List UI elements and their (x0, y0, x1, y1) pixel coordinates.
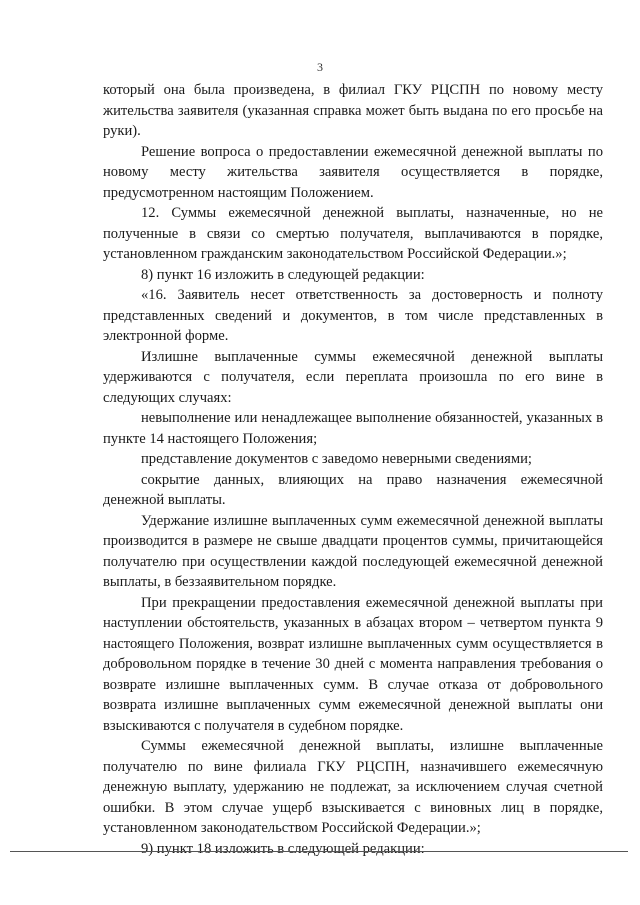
paragraph: сокрытие данных, влияющих на право назначения ежемесячной денежной выплаты. (103, 471, 603, 508)
paragraph: представление документов с заведомо неверными сведениями; (141, 451, 532, 467)
document-body (103, 80, 603, 859)
page-number: 3 (317, 60, 323, 74)
paragraph: Излишне выплаченные суммы ежемесячной денежной выплаты удерживаются с получателя, если переплата произошла по его вине в следующих случаях: (103, 348, 603, 406)
paragraph: Суммы ежемесячной денежной выплаты, излишне выплаченные получателю по вине филиала ГКУ РЦСПН, назначившего ежемесячную денежную выплату, удержанию не подлежат, за исключением случая счетной ошибки. В этом случае ущерб взыскивается с виновных лиц в порядке, установленном законодательством Российской Федерации.»; (103, 738, 603, 836)
paragraph: 9) пункт 18 изложить в следующей редакции: (141, 840, 425, 857)
paragraph: который она была произведена, в филиал ГКУ РЦСПН по новому месту жительства заявителя (указанная справка может быть выдана по его просьбе на руки). (103, 82, 603, 139)
paragraph: 12. Суммы ежемесячной денежной выплаты, назначенные, но не полученные в связи со смертью получателя, выплачиваются в порядке, установленном гражданским законодательством Российской Федерации.»; (103, 205, 603, 262)
paragraph: Удержание излишне выплаченных сумм ежемесячной денежной выплаты производится в размере не свыше двадцати процентов суммы, причитающейся получателю при осуществлении каждой последующей ежемесячной денежной выплаты, в беззаявительном порядке. (103, 512, 603, 590)
paragraph: Решение вопроса о предоставлении ежемесячной денежной выплаты по новому месту жительства заявителя осуществляется в порядке, предусмотренном настоящим Положением. (103, 143, 603, 201)
paragraph: «16. Заявитель несет ответственность за достоверность и полноту представленных сведений и документов, в том числе представленных в электронной форме. (103, 287, 603, 344)
paragraph: При прекращении предоставления ежемесячной денежной выплаты при наступлении обстоятельств, указанных в абзацах втором – четвертом пункта 9 настоящего Положения, возврат излишне выплаченных сумм осуществляется в добровольном порядке в течение 30 дней с момента направления требования о возврате излишне выплаченных сумм. В случае отказа от добровольного возврата излишне выплаченных сумм ежемесячной денежной выплаты они взыскиваются с получателя в судебном порядке. (103, 594, 603, 734)
bottom-rule (10, 851, 628, 852)
paragraph: 8) пункт 16 изложить в следующей редакции: (141, 266, 425, 283)
paragraph: невыполнение или ненадлежащее выполнение обязанностей, указанных в пункте 14 настоящего Положения; (103, 410, 603, 447)
